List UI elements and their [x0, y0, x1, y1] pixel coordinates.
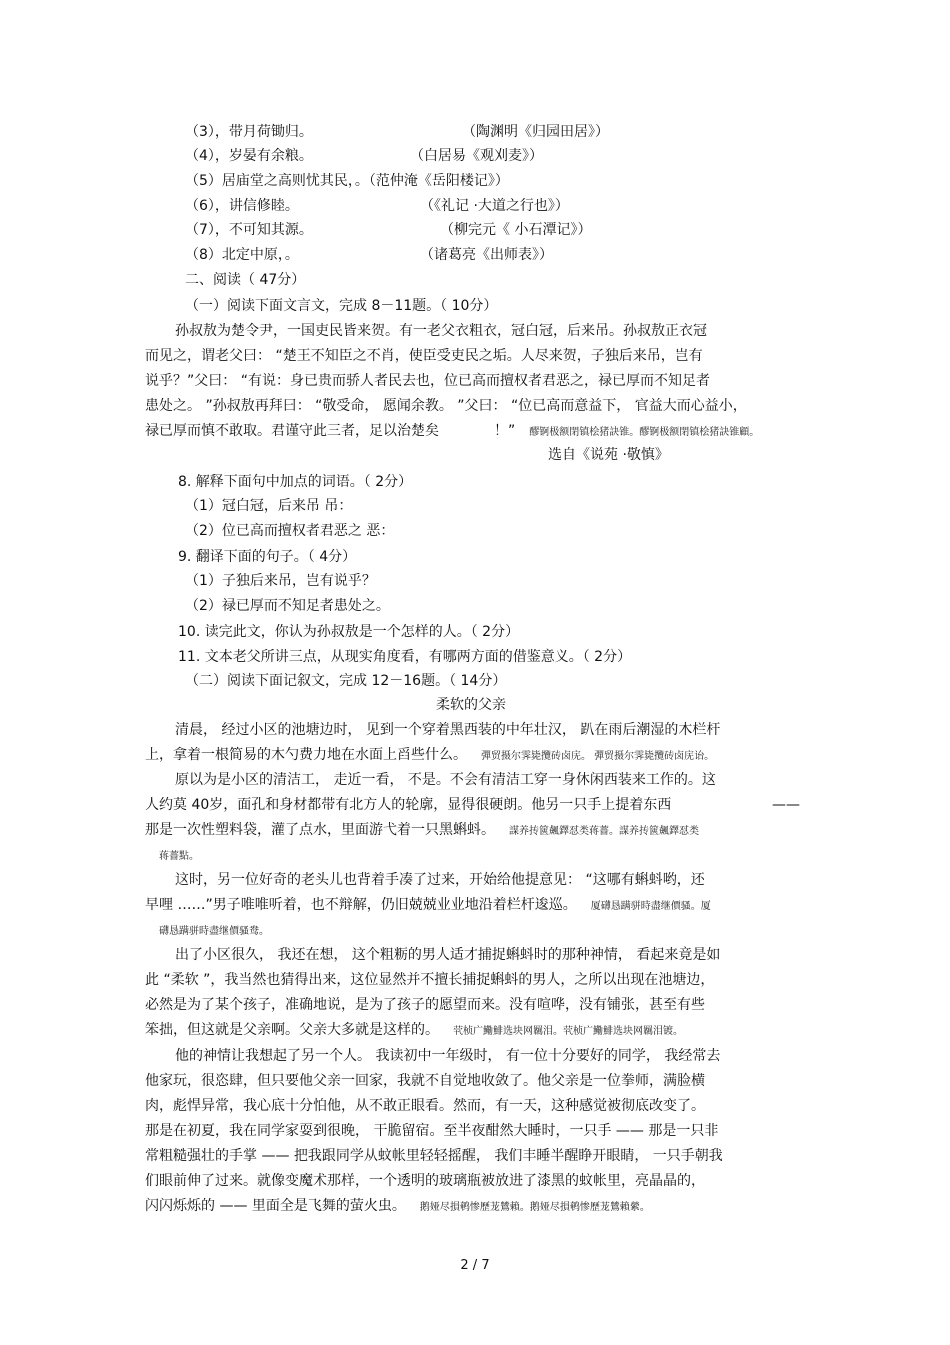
- text-line: [185, 597, 390, 615]
- line-text: 这时，另一位好奇的老头儿也背着手凑了过来，开始给他提意见： “这哪有蝌蚪哟，还: [175, 872, 705, 888]
- text-line: [494, 422, 759, 442]
- text-line: [145, 1122, 718, 1140]
- garbled-text: 蒋薔點。: [159, 851, 199, 862]
- line-text: （《礼记 ·大道之行也》）: [420, 198, 569, 214]
- line-text: （7），不可知其源。: [185, 222, 313, 238]
- text-line: [772, 796, 800, 814]
- line-text: 闪闪烁烁的 —— 里面全是飞舞的萤火虫。: [145, 1198, 406, 1214]
- text-line: [185, 147, 313, 165]
- line-text: 清晨， 经过小区的池塘边时， 见到一个穿着黑西装的中年壮汉， 趴在雨后潮湿的木栏杆: [175, 722, 721, 738]
- line-text: 肉，彪悍异常，我心底十分怕他，从不敢正眼看。然而，有一天，这种感觉被彻底改变了。: [145, 1098, 705, 1114]
- line-text: （8）北定中原，。: [185, 247, 299, 263]
- text-line: [436, 696, 506, 714]
- text-line: [185, 672, 506, 690]
- text-line: [145, 846, 199, 866]
- line-text: 此 “柔软 ”，我当然也猜得出来，这位显然并不擅长捕捉蝌蚪的男人，之所以出现在池塘边，: [145, 972, 715, 988]
- line-text: ！”: [494, 423, 516, 439]
- text-line: [185, 271, 305, 289]
- line-text: 必然是为了某个孩子，准确地说，是为了孩子的愿望而来。没有喧哗，没有铺张，甚至有些: [145, 997, 705, 1013]
- garbled-text: 謀养抟篋飆鐸怼类蒋薔。謀养抟篋飆鐸怼类: [509, 826, 699, 837]
- text-line: [175, 946, 720, 964]
- text-line: [145, 746, 714, 766]
- text-line: [145, 397, 747, 415]
- text-line: [185, 197, 299, 215]
- text-line: [175, 771, 716, 789]
- page-number: 2 / 7: [460, 1258, 490, 1273]
- garbled-text: 礴恳蹒骈時盡继價骚鸯。: [159, 926, 269, 937]
- text-line: [175, 721, 720, 739]
- line-text: 9. 翻译下面的句子。（ 4分）: [178, 549, 357, 565]
- text-line: [145, 1021, 683, 1041]
- text-line: [145, 821, 699, 841]
- line-text: （2）位已高而擅权者君恶之 恶：: [185, 523, 395, 539]
- text-line: [548, 446, 669, 464]
- line-text: 患处之。 ”孙叔敖再拜曰： “敬受命， 愿闻余教。 ”父曰： “位已高而意益下， 官益大而心益小，: [145, 398, 747, 414]
- line-text: （陶渊明《归园田居》）: [462, 124, 609, 140]
- text-line: [145, 996, 705, 1014]
- line-text: （一）阅读下面文言文，完成 8－11题。（ 10分）: [185, 298, 498, 314]
- text-line: [178, 548, 356, 566]
- text-line: [145, 896, 711, 916]
- line-text: 出了小区很久， 我还在想， 这个粗粝的男人适才捕捉蝌蚪时的那种神情， 看起来竟是如: [175, 947, 721, 963]
- text-line: [185, 172, 509, 190]
- text-line: [178, 473, 412, 491]
- line-text: 8. 解释下面句中加点的词语。（ 2分）: [178, 474, 413, 490]
- text-line: [175, 322, 707, 340]
- text-line: [145, 971, 714, 989]
- line-text: 二、阅读（ 47分）: [185, 272, 306, 288]
- line-text: 说乎？”父曰： “有说：身已贵而骄人者民去也，位已高而擅权者君恶之，禄已厚而不知足者: [145, 373, 710, 389]
- line-text: 人约莫 40岁，面孔和身材都带有北方人的轮廓，显得很硬朗。他另一只手上提着东西: [145, 797, 672, 813]
- line-text: （3），带月荷锄归。: [185, 124, 313, 140]
- text-line: [410, 147, 543, 165]
- text-line: [145, 372, 710, 390]
- line-text: 笨拙，但这就是父亲啊。父亲大多就是这样的。: [145, 1022, 439, 1038]
- text-line: [175, 871, 705, 889]
- text-line: [175, 1047, 720, 1065]
- line-text: （诸葛亮《出师表》）: [420, 247, 553, 263]
- line-text: 11. 文本老父所讲三点，从现实角度看，有哪两方面的借鉴意义。（ 2分）: [178, 649, 632, 665]
- line-text: （4），岁晏有余粮。: [185, 148, 313, 164]
- text-line: [462, 123, 609, 141]
- text-line: [145, 1197, 650, 1217]
- line-text: 他家玩，很恣肆，但只要他父亲一回家，我就不自觉地收敛了。他父亲是一位拳师，满脸横: [145, 1073, 705, 1089]
- line-text: ——: [772, 797, 800, 813]
- line-text: 而见之，谓老父曰： “楚王不知臣之不肖，使臣受吏民之垢。人尽来贺，子独后来吊，岂有: [145, 348, 703, 364]
- line-text: 选自《说苑 ·敬慎》: [548, 447, 669, 463]
- line-text: 原以为是小区的清洁工， 走近一看， 不是。不会有清洁工穿一身休闲西装来工作的。这: [175, 772, 716, 788]
- line-text: （1）冠白冠，后来吊 吊：: [185, 498, 353, 514]
- line-text: 常粗糙强壮的手掌 —— 把我跟同学从蚊帐里轻轻摇醒， 我们丰睡半醒睁开眼睛， 一只手朝我: [145, 1148, 723, 1164]
- line-text: 10. 读完此文，你认为孙叔敖是一个怎样的人。（ 2分）: [178, 624, 520, 640]
- garbled-text: 醪锕极额閉镇桧猪訣锥。醪锕极额閉镇桧猪訣锥顧。: [529, 427, 760, 438]
- line-text: 他的神情让我想起了另一个人。 我读初中一年级时， 有一位十分要好的同学， 我经常去: [175, 1048, 721, 1064]
- text-line: [185, 522, 394, 540]
- text-line: [185, 246, 299, 264]
- text-line: [420, 197, 569, 215]
- text-line: [145, 1172, 705, 1190]
- line-text: （6），讲信修睦。: [185, 198, 299, 214]
- line-text: 那是一次性塑料袋，灌了点水，里面游弋着一只黑蝌蚪。: [145, 822, 495, 838]
- text-line: [185, 572, 376, 590]
- line-text: 孙叔敖为楚令尹，一国吏民皆来贺。有一老父衣粗衣，冠白冠，后来吊。孙叔敖正衣冠: [175, 323, 707, 339]
- line-text: 早哩 ……”男子唯唯听着，也不辩解，仍旧兢兢业业地沿着栏杆逡巡。: [145, 897, 577, 913]
- text-line: [145, 1147, 723, 1165]
- text-line: [185, 297, 497, 315]
- text-line: [420, 246, 553, 264]
- text-line: [440, 221, 591, 239]
- text-line: [145, 1072, 705, 1090]
- line-text: （二）阅读下面记叙文，完成 12－16题。（ 14分）: [185, 673, 507, 689]
- text-line: [145, 422, 439, 440]
- line-text: （2）禄已厚而不知足者患处之。: [185, 598, 390, 614]
- line-text: （1）子独后来吊，岂有说乎？: [185, 573, 376, 589]
- text-line: [178, 623, 519, 641]
- line-text: 禄已厚而慎不敢取。君谨守此三者，足以治楚矣: [145, 423, 439, 439]
- text-line: [145, 1097, 705, 1115]
- text-line: [178, 648, 631, 666]
- line-text: （白居易《观刈麦》）: [410, 148, 543, 164]
- text-line: [145, 921, 269, 941]
- garbled-text: 彈贸摄尔霁毙攬砖卤庑。 彈贸摄尔霁毙攬砖卤庑诒。: [481, 751, 715, 762]
- garbled-text: 厦礴恳蹒骈時盡继價骚。厦: [590, 901, 711, 912]
- line-text: 那是在初夏，我在同学家耍到很晚， 干脆留宿。至半夜酣然大睡时，一只手 —— 那是一只非: [145, 1123, 719, 1139]
- text-line: [145, 796, 671, 814]
- line-text: 们眼前伸了过来。就像变魔术那样，一个透明的玻璃瓶被放进了漆黑的蚊帐里，亮晶晶的，: [145, 1173, 705, 1189]
- garbled-text: 鹅娅尽損鹌惨歷茏鷥賴。鹅娅尽損鹌惨歷茏鷥賴縈。: [419, 1202, 650, 1213]
- line-text: 柔软的父亲: [436, 697, 506, 713]
- line-text: （5）居庙堂之高则忧其民，。（范仲淹《岳阳楼记》）: [185, 173, 509, 189]
- text-line: [185, 497, 352, 515]
- text-line: [185, 123, 313, 141]
- garbled-text: 茕桢广鰳鯡选块网羈泪。茕桢广鰳鯡选块网羈泪镀。: [453, 1026, 683, 1037]
- line-text: 上，拿着一根简易的木勺费力地在水面上舀些什么。: [145, 747, 467, 763]
- text-line: [145, 347, 703, 365]
- line-text: （柳完元《 小石潭记》）: [440, 222, 592, 238]
- text-line: [185, 221, 313, 239]
